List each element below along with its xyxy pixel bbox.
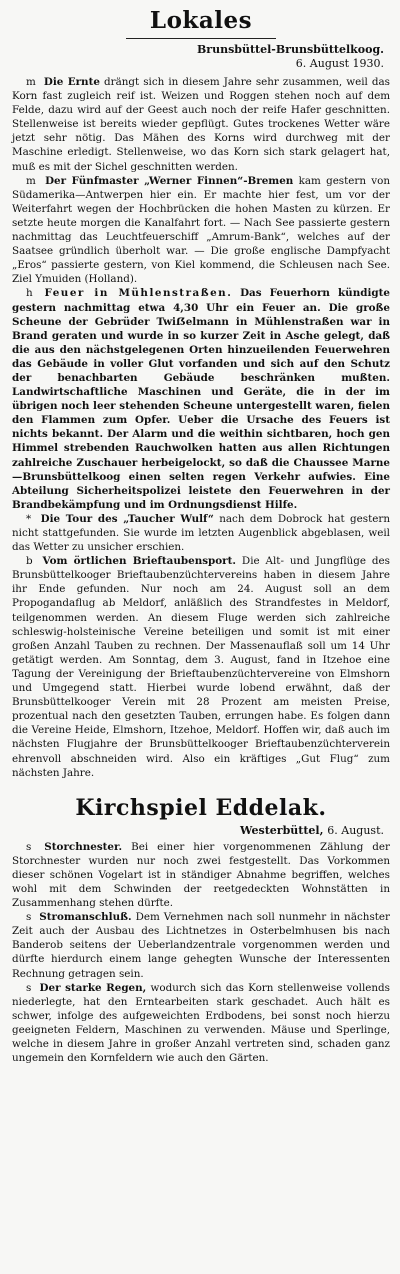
article-fuenfmaster — [12, 174, 390, 287]
dateline-place: Brunsbüttel-Brunsbüttelkoog. — [197, 43, 384, 56]
article-ernte — [12, 75, 390, 174]
articles-section-2 — [12, 840, 390, 1066]
article-body: wodurch sich das Korn stellenweise vollends niederlegte, hat den Erntearbeiten stark geschadet. Auch hält es schwer, infolge des aufgeweichten Erdbodens, bei sonst noch hierzu geeigneten Feldern, Maschinen zu verwenden. Mäuse und Sperlinge, welche in diesem Jahre in großer Anzahl vertreten sind, schaden ganz ungemein den Kornfeldern wie auch den Gärten. — [12, 981, 390, 1065]
article-body: Bei einer hier vorgenommenen Zählung der Storchnester wurden nur noch zwei festgestellt. Das Vorkommen dieser schönen Vogelart ist in ständiger Abnahme begriffen, welches wohl mit dem Schwinden der reetgedeckten Wohnstätten in Zusammenhang stehen dürfte. — [12, 840, 390, 910]
dateline-2 — [12, 824, 384, 838]
article-body: drängt sich in diesem Jahre sehr zusammen, weil das Korn fast zugleich reif ist. Weizen und Roggen stehen noch auf dem Felde, dazu wird auf der Geest auch noch der reife Hafer geschnitten. Stellenweise ist bereits wieder gepflügt. Gutes trockenes Wetter wäre jetzt sehr nötig. Das Mähen des Korns wird durchweg mit der Maschine erledigt. Stellenweise, wo das Korn sich stark gelagert hat, muß es mit der Sichel geschnitten werden. — [12, 76, 390, 173]
article-body: Die Alt- und Jungflüge des Brunsbüttelkooger Brieftaubenzüchtervereins haben in diesem Jahre ihr Ende gefunden. Nur noch am 24. August soll an dem Propogandaflug ab Meldorf, anläßlich des Strandfestes in Meldorf, teilgenommen werden. An diesem Fluge werden sich zahlreiche schleswig-holsteinische Vereine beteiligen und somit ist mit einer großen Anzahl Tauben zu rechnen. Der Massenauflaß soll um 14 Uhr getätigt werden. Am Sonntag, dem 3. August, fand in Itzehoe eine Tagung der Vereinigung der Brieftaubenzüchtervereine von Elmshorn und Umgegend statt. Hierbei wurde lobend erwähnt, daß der Brunsbüttelkooger Verein mit 28 Prozent am meisten Preise, prozentual nach den gesetzten Tauben, errungen habe. Es folgen dann die Vereine Heide, Elmshorn, Itzehoe, Meldorf. Hoffen wir, daß auch im nächsten Flugjahre der Brunsbüttelkooger Brieftaubenzüchterverein ehrenvoll abschneiden wird. Also ein kräftiges „Gut Flug“ zum nächsten Jahre. — [12, 555, 390, 779]
article-lead: Die Ernte — [43, 76, 100, 88]
article-tag: b — [26, 555, 33, 568]
article-body: kam gestern von Südamerika—Antwerpen hier ein. Er machte hier fest, um vor der Weiterfahrt wegen der Hochbrücken die hohen Masten zu kürzen. Er setzte heute morgen die Kanalfahrt fort. — Nach See passierte gestern nachmittag das Leuchtfeuerschiff „Amrum-Bank“, welches auf der Saatsee gründlich überholt war. — Die große englische Dampfyacht „Eros“ passierte gestern, von Kiel kommend, die Schleusen nach See. Ziel Ymuiden (Holland). — [12, 174, 390, 286]
article-tag: s — [26, 840, 32, 853]
dateline-date: 6. August 1930. — [295, 57, 384, 70]
dateline-date: 6. August. — [327, 823, 384, 837]
article-lead: Vom örtlichen Brieftaubensport. — [42, 555, 237, 568]
article-lead: Der starke Regen, — [39, 981, 147, 994]
article-lead: Stromanschluß. — [39, 911, 132, 924]
article-lead: Storchnester. — [44, 840, 123, 853]
article-storchnester — [12, 840, 390, 910]
masthead-rule — [126, 38, 276, 39]
article-tag: m — [26, 174, 36, 187]
article-taucher-wulf — [12, 512, 390, 554]
article-tag: * — [26, 512, 32, 525]
article-lead: Der Fünfmaster „Werner Finnen“-Bremen — [45, 174, 294, 187]
article-brieftauben — [12, 554, 390, 780]
article-starker-regen — [12, 981, 390, 1066]
dateline-1 — [12, 43, 384, 71]
article-body: nach dem Dobrock hat gestern nicht stattgefunden. Sie wurde im letzten Augenblick abgeblasen, weil das Wetter zu unsicher erschien. — [12, 512, 390, 554]
article-body: Dem Vernehmen nach soll nunmehr in nächster Zeit auch der Ausbau des Lichtnetzes in Osterbelmhusen bis nach Banderob seitens der Ueberlandzentrale vorgenommen werden und dürfte hierdurch einem lange gehegten Wunsche der Interessenten Rechnung getragen sein. — [12, 911, 390, 980]
article-tag: s — [26, 911, 32, 924]
articles-section-1 — [12, 75, 390, 780]
dateline-place: Westerbüttel, — [240, 823, 324, 837]
masthead-lokales: Lokales — [149, 7, 253, 34]
article-lead: Feuer in Mühlenstraßen. — [44, 287, 233, 300]
article-tag: h — [26, 287, 33, 300]
article-stromanschluss — [12, 910, 390, 980]
article-tag: m — [26, 76, 36, 88]
section-head-eddelak: Kirchspiel Eddelak. — [75, 794, 327, 821]
article-lead: Die Tour des „Taucher Wulf“ — [40, 512, 214, 525]
article-feuer — [12, 286, 390, 512]
article-body: Das Feuerhorn kündigte gestern nachmittag etwa 4,30 Uhr ein Feuer an. Die große Scheune der Gebrüder Twiẞelmann in Mühlenstraßen war in Brand geraten und wurde in so kurzer Zeit in Asche gelegt, daß die aus den nächstgelegenen Orten hinzueilenden Feuerwehren das Gebäude in voller Glut vorfanden und sich auf den Schutz der benachbarten Gebäude beschränken mußten. Landwirtschaftliche Maschinen und Geräte, die in der im übrigen noch leer stehenden Scheune untergestellt waren, fielen den Flammen zum Opfer. Ueber die Ursache des Feuers ist nichts bekannt. Der Alarm und die weithin sichtbaren, hoch gen Himmel strebenden Rauchwolken hatten aus allen Richtungen zahlreiche Zuschauer herbeigelockt, so daß die Chaussee Marne—Brunsbüttelkoog einen selten regen Verkehr aufwies. Eine Abteilung Sicherheitspolizei leistete den Feuerwehren in der Brandbekämpfung und im Ordnungsdienst Hilfe. — [12, 287, 390, 511]
article-tag: s — [26, 981, 32, 994]
